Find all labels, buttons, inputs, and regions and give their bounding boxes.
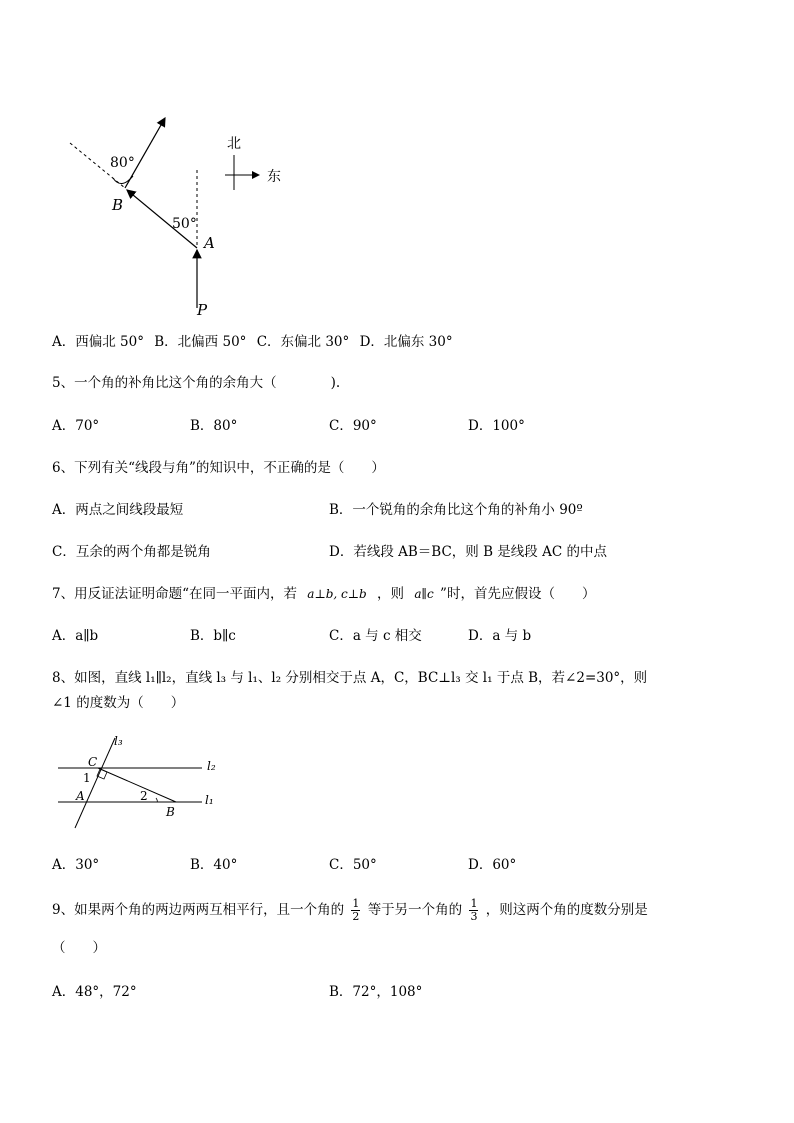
angle-1-label: 1 [83,771,91,785]
north-label: 北 [227,136,241,152]
q8-stem-line2: ∠1 的度数为（ ） [52,695,185,711]
q6-option-a[interactable]: A．两点之间线段最短 [52,502,184,518]
q7-stem-part-a: 7、用反证法证明命题“在同一平面内，若 [52,586,297,602]
q5-option-d[interactable]: D．100° [468,418,525,434]
q5-option-a[interactable]: A．70° [52,418,100,434]
bearing-figure [55,110,295,320]
q8-option-a[interactable]: A．30° [52,857,100,873]
q9-stem-line1 [52,898,648,923]
q4-option-b[interactable]: B．北偏西 50° [154,334,247,350]
point-c-label: C [88,755,98,769]
q6-option-d[interactable]: D．若线段 AB＝BC，则 B 是线段 AC 的中点 [329,544,607,560]
q7-stem-part-b: ，则 [377,586,405,602]
q9-option-b[interactable]: B．72°，108° [329,984,423,1000]
fraction-one-half [351,898,360,923]
q9-option-a[interactable]: A．48°，72° [52,984,137,1000]
q4-option-c[interactable]: C．东偏北 30° [256,334,350,350]
point-p-label: P [197,301,208,319]
point-b-label: B [112,196,124,214]
fraction-denominator: 3 [470,910,478,923]
l3-label: l₃ [114,734,123,748]
q7-option-b[interactable]: B．b∥c [190,628,236,644]
fraction-numerator: 1 [470,897,478,910]
q8-option-b[interactable]: B．40° [190,857,238,873]
q8-option-c[interactable]: C．50° [329,857,377,873]
q4-option-a[interactable]: A．西偏北 50° [52,334,144,350]
angle-2-label: 2 [140,789,148,803]
angle-label-50: 50° [172,216,197,232]
q5-option-b[interactable]: B．80° [190,418,238,434]
l2-label: l₂ [207,759,216,773]
q7-stem-part-c: ”时，首先应假设（ ） [440,586,596,602]
point-a-label: A [76,789,85,803]
q7-stem [52,582,595,602]
q4-option-d[interactable]: D．北偏东 30° [359,334,453,350]
q7-condition: a⊥b, c⊥b [307,587,367,601]
fraction-denominator: 2 [352,910,360,923]
q5-option-c[interactable]: C．90° [329,418,377,434]
q6-stem: 6、下列有关“线段与角”的知识中，不正确的是（ ） [52,460,385,476]
line-l3 [75,738,115,828]
q9-stem-part-b: 等于另一个角的 [367,902,463,918]
q7-option-c[interactable]: C．a 与 c 相交 [329,628,422,644]
q8-stem-line1: 8、如图，直线 l₁∥l₂，直线 l₃ 与 l₁、l₂ 分别相交于点 A，C，BC⊥l₃ 交 l₁ 于点 B，若∠2=30°，则 [52,670,648,686]
angle-arc-b [113,176,133,184]
parallel-lines-figure [50,728,230,833]
q7-option-d[interactable]: D．a 与 b [468,628,532,644]
fraction-numerator: 1 [352,897,360,910]
angle-label-80: 80° [110,155,135,171]
q9-stem-line2: （ ） [52,940,106,956]
fraction-one-third [469,898,478,923]
q7-conclusion: a∥c [414,587,434,601]
q6-option-b[interactable]: B．一个锐角的余角比这个角的补角小 90º [329,502,583,518]
east-label: 东 [267,169,281,185]
point-a-label: A [204,234,215,252]
l1-label: l₁ [205,793,214,807]
q9-stem-part-c: ，则这两个角的度数分别是 [485,902,648,918]
angle-2-arc [156,798,157,802]
q8-option-d[interactable]: D．60° [468,857,517,873]
point-b-label: B [166,805,175,819]
q9-stem-part-a: 9、如果两个角的两边两两互相平行，且一个角的 [52,902,345,918]
q5-stem: 5、一个角的补角比这个角的余角大（ ). [52,375,341,391]
q7-option-a[interactable]: A．a∥b [52,628,99,644]
segment-bc [98,768,176,802]
q6-option-c[interactable]: C．互余的两个角都是锐角 [52,544,211,560]
q4-options [52,330,453,350]
